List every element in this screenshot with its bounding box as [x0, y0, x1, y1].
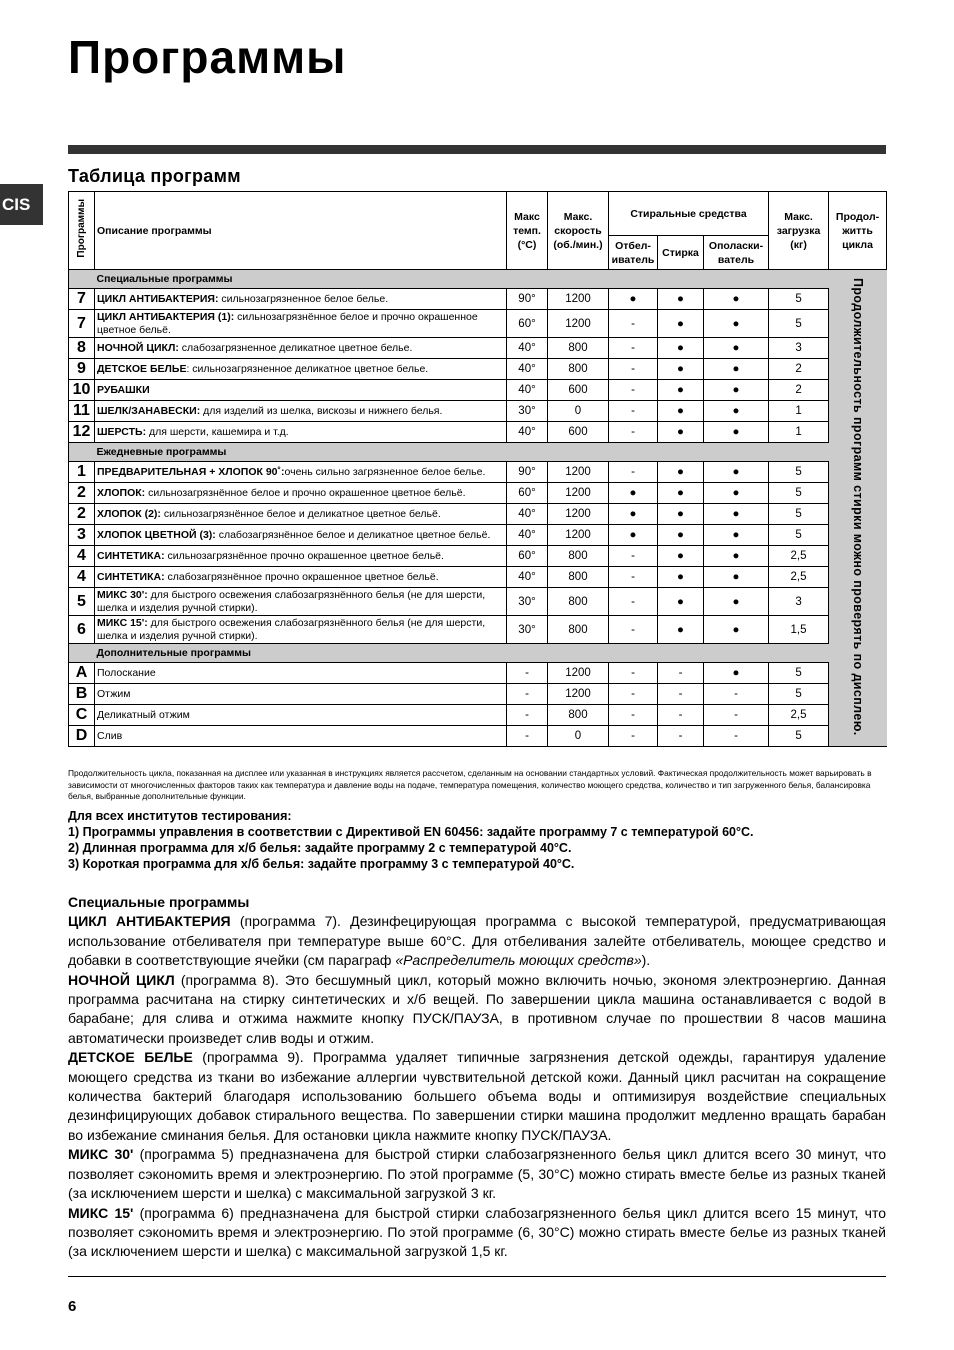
max-temp-cell: 40° [507, 380, 548, 401]
testing-institutes-block [68, 808, 888, 872]
max-speed-cell: 600 [548, 422, 609, 443]
max-speed-cell: 1200 [548, 504, 609, 525]
table-row [69, 705, 887, 726]
max-speed-cell: 800 [548, 359, 609, 380]
program-description: Отжим [95, 684, 507, 705]
max-temp-cell: 60° [507, 483, 548, 504]
program-description: Деликатный отжим [95, 705, 507, 726]
max-temp-cell: 60° [507, 310, 548, 338]
program-description: МИКС 15': для быстрого освежения слабозагрязнённого белья (не для шерсти, шелка и изделия ручной стирки). [95, 616, 507, 644]
max-load-cell: 2,5 [769, 705, 829, 726]
table-row [69, 422, 887, 443]
description-paragraph: НОЧНОЙ ЦИКЛ (программа 8). Это бесшумный цикл, который можно включить ночью, экономя электроэнергию. Данная программа расчитана на стирку синтетических и х/б вещей. По завершении цикла машина останавливается с водой в барабане; для слива и отжима нажмите кнопку ПУСК/ПАУЗА, в противном случае по прошествии 8 часов машина автоматически произведет слив воды и отжим. [68, 971, 886, 1046]
bleach-cell: - [609, 310, 658, 338]
program-number: 5 [69, 588, 95, 616]
program-description: ШЕЛК/ЗАНАВЕСКИ: для изделий из шелка, вискозы и нижнего белья. [95, 401, 507, 422]
max-temp-cell: - [507, 705, 548, 726]
max-temp-cell: 40° [507, 504, 548, 525]
softener-cell: ● [704, 422, 769, 443]
group-header-row [69, 270, 887, 289]
language-tab-cis: CIS [0, 184, 43, 225]
table-row [69, 462, 887, 483]
max-load-cell: 5 [769, 684, 829, 705]
max-temp-cell: 40° [507, 567, 548, 588]
softener-cell: ● [704, 359, 769, 380]
program-description: ЦИКЛ АНТИБАКТЕРИЯ: сильнозагрязненное белое белье. [95, 289, 507, 310]
program-number: 1 [69, 462, 95, 483]
max-temp-cell: - [507, 726, 548, 747]
col-header-wash: Стирка [658, 236, 704, 270]
table-row [69, 567, 887, 588]
group-title: Специальные программы [95, 270, 829, 289]
bleach-cell: - [609, 663, 658, 684]
max-load-cell: 5 [769, 462, 829, 483]
max-speed-cell: 800 [548, 567, 609, 588]
program-number: 7 [69, 310, 95, 338]
duration-footnote: Продолжительность цикла, показанная на дисплее или указанная в инструкциях является рассчетом, сделанным на основании стандартных условий. Фактическая продолжительность может варьировать в зависимости от многочисленных факторов таких как температура и давление воды на подаче, температура помещения, количество моющего средства, количество и тип загруженного белья, балансировка белья, выбранные дополнительные функции. [68, 768, 872, 801]
softener-cell: ● [704, 588, 769, 616]
max-speed-cell: 1200 [548, 684, 609, 705]
bleach-cell: - [609, 588, 658, 616]
softener-cell: ● [704, 525, 769, 546]
programs-table [68, 191, 887, 747]
max-load-cell: 1 [769, 401, 829, 422]
wash-cell: ● [658, 588, 704, 616]
bleach-cell: ● [609, 289, 658, 310]
testing-item: 1) Программы управления в соответствии с Директивой EN 60456: задайте программу 7 с температурой 60°C. [68, 825, 754, 839]
max-load-cell: 1,5 [769, 616, 829, 644]
program-number: 11 [69, 401, 95, 422]
wash-cell: ● [658, 462, 704, 483]
max-temp-cell: 40° [507, 338, 548, 359]
wash-cell: ● [658, 567, 704, 588]
program-number: 8 [69, 338, 95, 359]
max-temp-cell: 60° [507, 546, 548, 567]
softener-cell: ● [704, 483, 769, 504]
wash-cell: ● [658, 525, 704, 546]
max-temp-cell: 30° [507, 588, 548, 616]
softener-cell: ● [704, 401, 769, 422]
program-number: B [69, 684, 95, 705]
softener-cell: - [704, 726, 769, 747]
program-description: Полоскание [95, 663, 507, 684]
table-row [69, 338, 887, 359]
table-row [69, 525, 887, 546]
softener-cell: ● [704, 380, 769, 401]
program-description: ХЛОПОК ЦВЕТНОЙ (3): слабозагрязнённое белое и деликатное цветное бельё. [95, 525, 507, 546]
wash-cell: - [658, 705, 704, 726]
max-speed-cell: 1200 [548, 525, 609, 546]
group-title: Ежедневные программы [95, 443, 829, 462]
max-speed-cell: 0 [548, 401, 609, 422]
page-number: 6 [68, 1298, 77, 1315]
group-title: Дополнительные программы [95, 644, 829, 663]
duration-side-note: Продолжительность программ стирки можно проверять по дисплею. [829, 270, 887, 747]
max-temp-cell: 40° [507, 525, 548, 546]
max-temp-cell: 40° [507, 422, 548, 443]
program-description: ШЕРСТЬ: для шерсти, кашемира и т.д. [95, 422, 507, 443]
max-speed-cell: 800 [548, 616, 609, 644]
table-row [69, 616, 887, 644]
max-speed-cell: 1200 [548, 310, 609, 338]
program-description: РУБАШКИ [95, 380, 507, 401]
table-row [69, 546, 887, 567]
table-row [69, 726, 887, 747]
bleach-cell: - [609, 422, 658, 443]
max-load-cell: 2 [769, 380, 829, 401]
program-description: ПРЕДВАРИТЕЛЬНАЯ + ХЛОПОК 90˚:очень сильно загрязненное белое белье. [95, 462, 507, 483]
max-speed-cell: 800 [548, 705, 609, 726]
max-temp-cell: 30° [507, 401, 548, 422]
program-number: 9 [69, 359, 95, 380]
max-speed-cell: 800 [548, 338, 609, 359]
program-number: 4 [69, 567, 95, 588]
bleach-cell: ● [609, 525, 658, 546]
program-number: C [69, 705, 95, 726]
wash-cell: ● [658, 380, 704, 401]
max-load-cell: 5 [769, 310, 829, 338]
bleach-cell: ● [609, 504, 658, 525]
table-row [69, 588, 887, 616]
wash-cell: - [658, 726, 704, 747]
title-divider-bar [68, 145, 886, 154]
bleach-cell: - [609, 705, 658, 726]
wash-cell: - [658, 663, 704, 684]
col-header-description: Описание программы [95, 192, 507, 270]
description-paragraph: МИКС 30' (программа 5) предназначена для быстрой стирки слабозагрязненного белья цикл длится всего 30 минут, что позволяет сэкономить время и электроэнергию. По этой программе (5, 30°C) можно стирать вместе белье из разных тканей (за исключением шерсти и шелка) с максимальной загрузкой 3 кг. [68, 1146, 886, 1202]
special-programs-descriptions [68, 893, 886, 1262]
softener-cell: ● [704, 546, 769, 567]
table-row [69, 359, 887, 380]
program-number: 2 [69, 504, 95, 525]
softener-cell: - [704, 705, 769, 726]
softener-cell: ● [704, 338, 769, 359]
wash-cell: ● [658, 546, 704, 567]
bleach-cell: - [609, 684, 658, 705]
bleach-cell: - [609, 726, 658, 747]
table-row [69, 380, 887, 401]
page-title: Программы [68, 31, 347, 83]
softener-cell: ● [704, 289, 769, 310]
max-speed-cell: 1200 [548, 663, 609, 684]
max-speed-cell: 600 [548, 380, 609, 401]
program-description: ДЕТСКОЕ БЕЛЬЕ: сильнозагрязненное деликатное цветное белье. [95, 359, 507, 380]
softener-cell: ● [704, 504, 769, 525]
bleach-cell: - [609, 567, 658, 588]
max-speed-cell: 800 [548, 546, 609, 567]
max-speed-cell: 0 [548, 726, 609, 747]
softener-cell: ● [704, 663, 769, 684]
description-paragraph: ДЕТСКОЕ БЕЛЬЕ (программа 9). Программа удаляет типичные загрязнения детской одежды, гарантируя удаление моющего средства из ткани во избежание аллергии чувствительной детской кожи. Данный цикл расчитан на сокращение количества бактерий благодаря использованию большего объема воды и оптимизируя воздействие специальных дезинфицирующих добавок стирального вещества. По завершении стирки машина продолжит медленно вращать барабан во избежание сминания белья. Для остановки цикла нажмите кнопку ПУСК/ПАУЗА. [68, 1049, 886, 1143]
program-number: 10 [69, 380, 95, 401]
section-title: Таблица программ [68, 166, 241, 186]
descriptions-title: Специальные программы [68, 894, 250, 910]
col-header-duration: Продол- житть цикла [829, 192, 887, 270]
wash-cell: ● [658, 359, 704, 380]
program-description: Слив [95, 726, 507, 747]
testing-title: Для всех институтов тестирования: [68, 809, 292, 823]
max-load-cell: 2,5 [769, 567, 829, 588]
table-row [69, 289, 887, 310]
program-number: D [69, 726, 95, 747]
max-temp-cell: 90° [507, 462, 548, 483]
col-header-bleach: Отбел- иватель [609, 236, 658, 270]
max-speed-cell: 1200 [548, 483, 609, 504]
softener-cell: ● [704, 310, 769, 338]
col-header-max-speed: Макс. скорость (об./мин.) [548, 192, 609, 270]
wash-cell: ● [658, 483, 704, 504]
max-load-cell: 5 [769, 289, 829, 310]
max-speed-cell: 1200 [548, 289, 609, 310]
max-load-cell: 3 [769, 338, 829, 359]
program-number: 4 [69, 546, 95, 567]
max-temp-cell: 40° [507, 359, 548, 380]
wash-cell: ● [658, 401, 704, 422]
max-speed-cell: 800 [548, 588, 609, 616]
max-load-cell: 5 [769, 726, 829, 747]
testing-item: 2) Длинная программа для х/б белья: задайте программу 2 с температурой 40°C. [68, 841, 572, 855]
max-load-cell: 2 [769, 359, 829, 380]
bleach-cell: - [609, 616, 658, 644]
col-header-programs: Программы [69, 192, 95, 270]
wash-cell: - [658, 684, 704, 705]
max-load-cell: 3 [769, 588, 829, 616]
table-row [69, 684, 887, 705]
bleach-cell: - [609, 380, 658, 401]
program-number: 12 [69, 422, 95, 443]
table-row [69, 401, 887, 422]
softener-cell: - [704, 684, 769, 705]
col-header-max-temp: Макс темп. (°C) [507, 192, 548, 270]
program-number: 6 [69, 616, 95, 644]
max-temp-cell: - [507, 663, 548, 684]
softener-cell: ● [704, 567, 769, 588]
program-number: 2 [69, 483, 95, 504]
table-row [69, 483, 887, 504]
group-header-row [69, 644, 887, 663]
testing-item: 3) Короткая программа для х/б белья: задайте программу 3 с температурой 40°C. [68, 857, 575, 871]
program-description: ХЛОПОК (2): сильнозагрязнённое белое и деликатное цветное бельё. [95, 504, 507, 525]
col-header-detergents: Стиральные средства [609, 192, 769, 236]
max-load-cell: 5 [769, 504, 829, 525]
wash-cell: ● [658, 289, 704, 310]
col-header-softener: Ополаски- ватель [704, 236, 769, 270]
bleach-cell: - [609, 338, 658, 359]
max-load-cell: 2,5 [769, 546, 829, 567]
program-number: 3 [69, 525, 95, 546]
program-number: 7 [69, 289, 95, 310]
max-load-cell: 5 [769, 483, 829, 504]
program-number: A [69, 663, 95, 684]
bleach-cell: - [609, 401, 658, 422]
table-row [69, 663, 887, 684]
program-description: МИКС 30': для быстрого освежения слабозагрязнённого белья (не для шерсти, шелка и изделия ручной стирки). [95, 588, 507, 616]
max-load-cell: 5 [769, 663, 829, 684]
bleach-cell: - [609, 462, 658, 483]
softener-cell: ● [704, 462, 769, 483]
program-description: СИНТЕТИКА: слабозагрязнённое прочно окрашенное цветное бельё. [95, 567, 507, 588]
wash-cell: ● [658, 616, 704, 644]
max-temp-cell: 90° [507, 289, 548, 310]
program-description: ЦИКЛ АНТИБАКТЕРИЯ (1): сильнозагрязнённое белое и прочно окрашенное цветное бельё. [95, 310, 507, 338]
max-load-cell: 5 [769, 525, 829, 546]
table-row [69, 310, 887, 338]
group-header-row [69, 443, 887, 462]
bleach-cell: ● [609, 483, 658, 504]
wash-cell: ● [658, 310, 704, 338]
description-paragraph: МИКС 15' (программа 6) предназначена для быстрой стирки слабозагрязненного белья цикл длится всего 15 минут, что позволяет сэкономить время и электроэнергию. По этой программе (6, 30°C) можно стирать вместе белье из разных тканей (за исключением шерсти и шелка) с максимальной загрузкой 1,5 кг. [68, 1204, 886, 1260]
bleach-cell: - [609, 359, 658, 380]
max-load-cell: 1 [769, 422, 829, 443]
max-temp-cell: - [507, 684, 548, 705]
program-description: ХЛОПОК: сильнозагрязнённое белое и прочно окрашенное цветное бельё. [95, 483, 507, 504]
softener-cell: ● [704, 616, 769, 644]
wash-cell: ● [658, 422, 704, 443]
bleach-cell: - [609, 546, 658, 567]
col-header-max-load: Макс. загрузка (кг) [769, 192, 829, 270]
table-row [69, 504, 887, 525]
wash-cell: ● [658, 338, 704, 359]
program-description: НОЧНОЙ ЦИКЛ: слабозагрязненное деликатное цветное белье. [95, 338, 507, 359]
max-temp-cell: 30° [507, 616, 548, 644]
footer-divider [68, 1276, 886, 1277]
wash-cell: ● [658, 504, 704, 525]
program-description: СИНТЕТИКА: сильнозагрязнённое прочно окрашенное цветное бельё. [95, 546, 507, 567]
description-paragraph: ЦИКЛ АНТИБАКТЕРИЯ (программа 7). Дезинфецирующая программа с высокой температурой, предусматривающая использование отбеливателя при температуре выше 60°C. Для отбеливания залейте отбеливатель, моющее средство и добавки в соответствующие ячейки (см параграф «Распределитель моющих средств»). [68, 913, 886, 969]
max-speed-cell: 1200 [548, 462, 609, 483]
